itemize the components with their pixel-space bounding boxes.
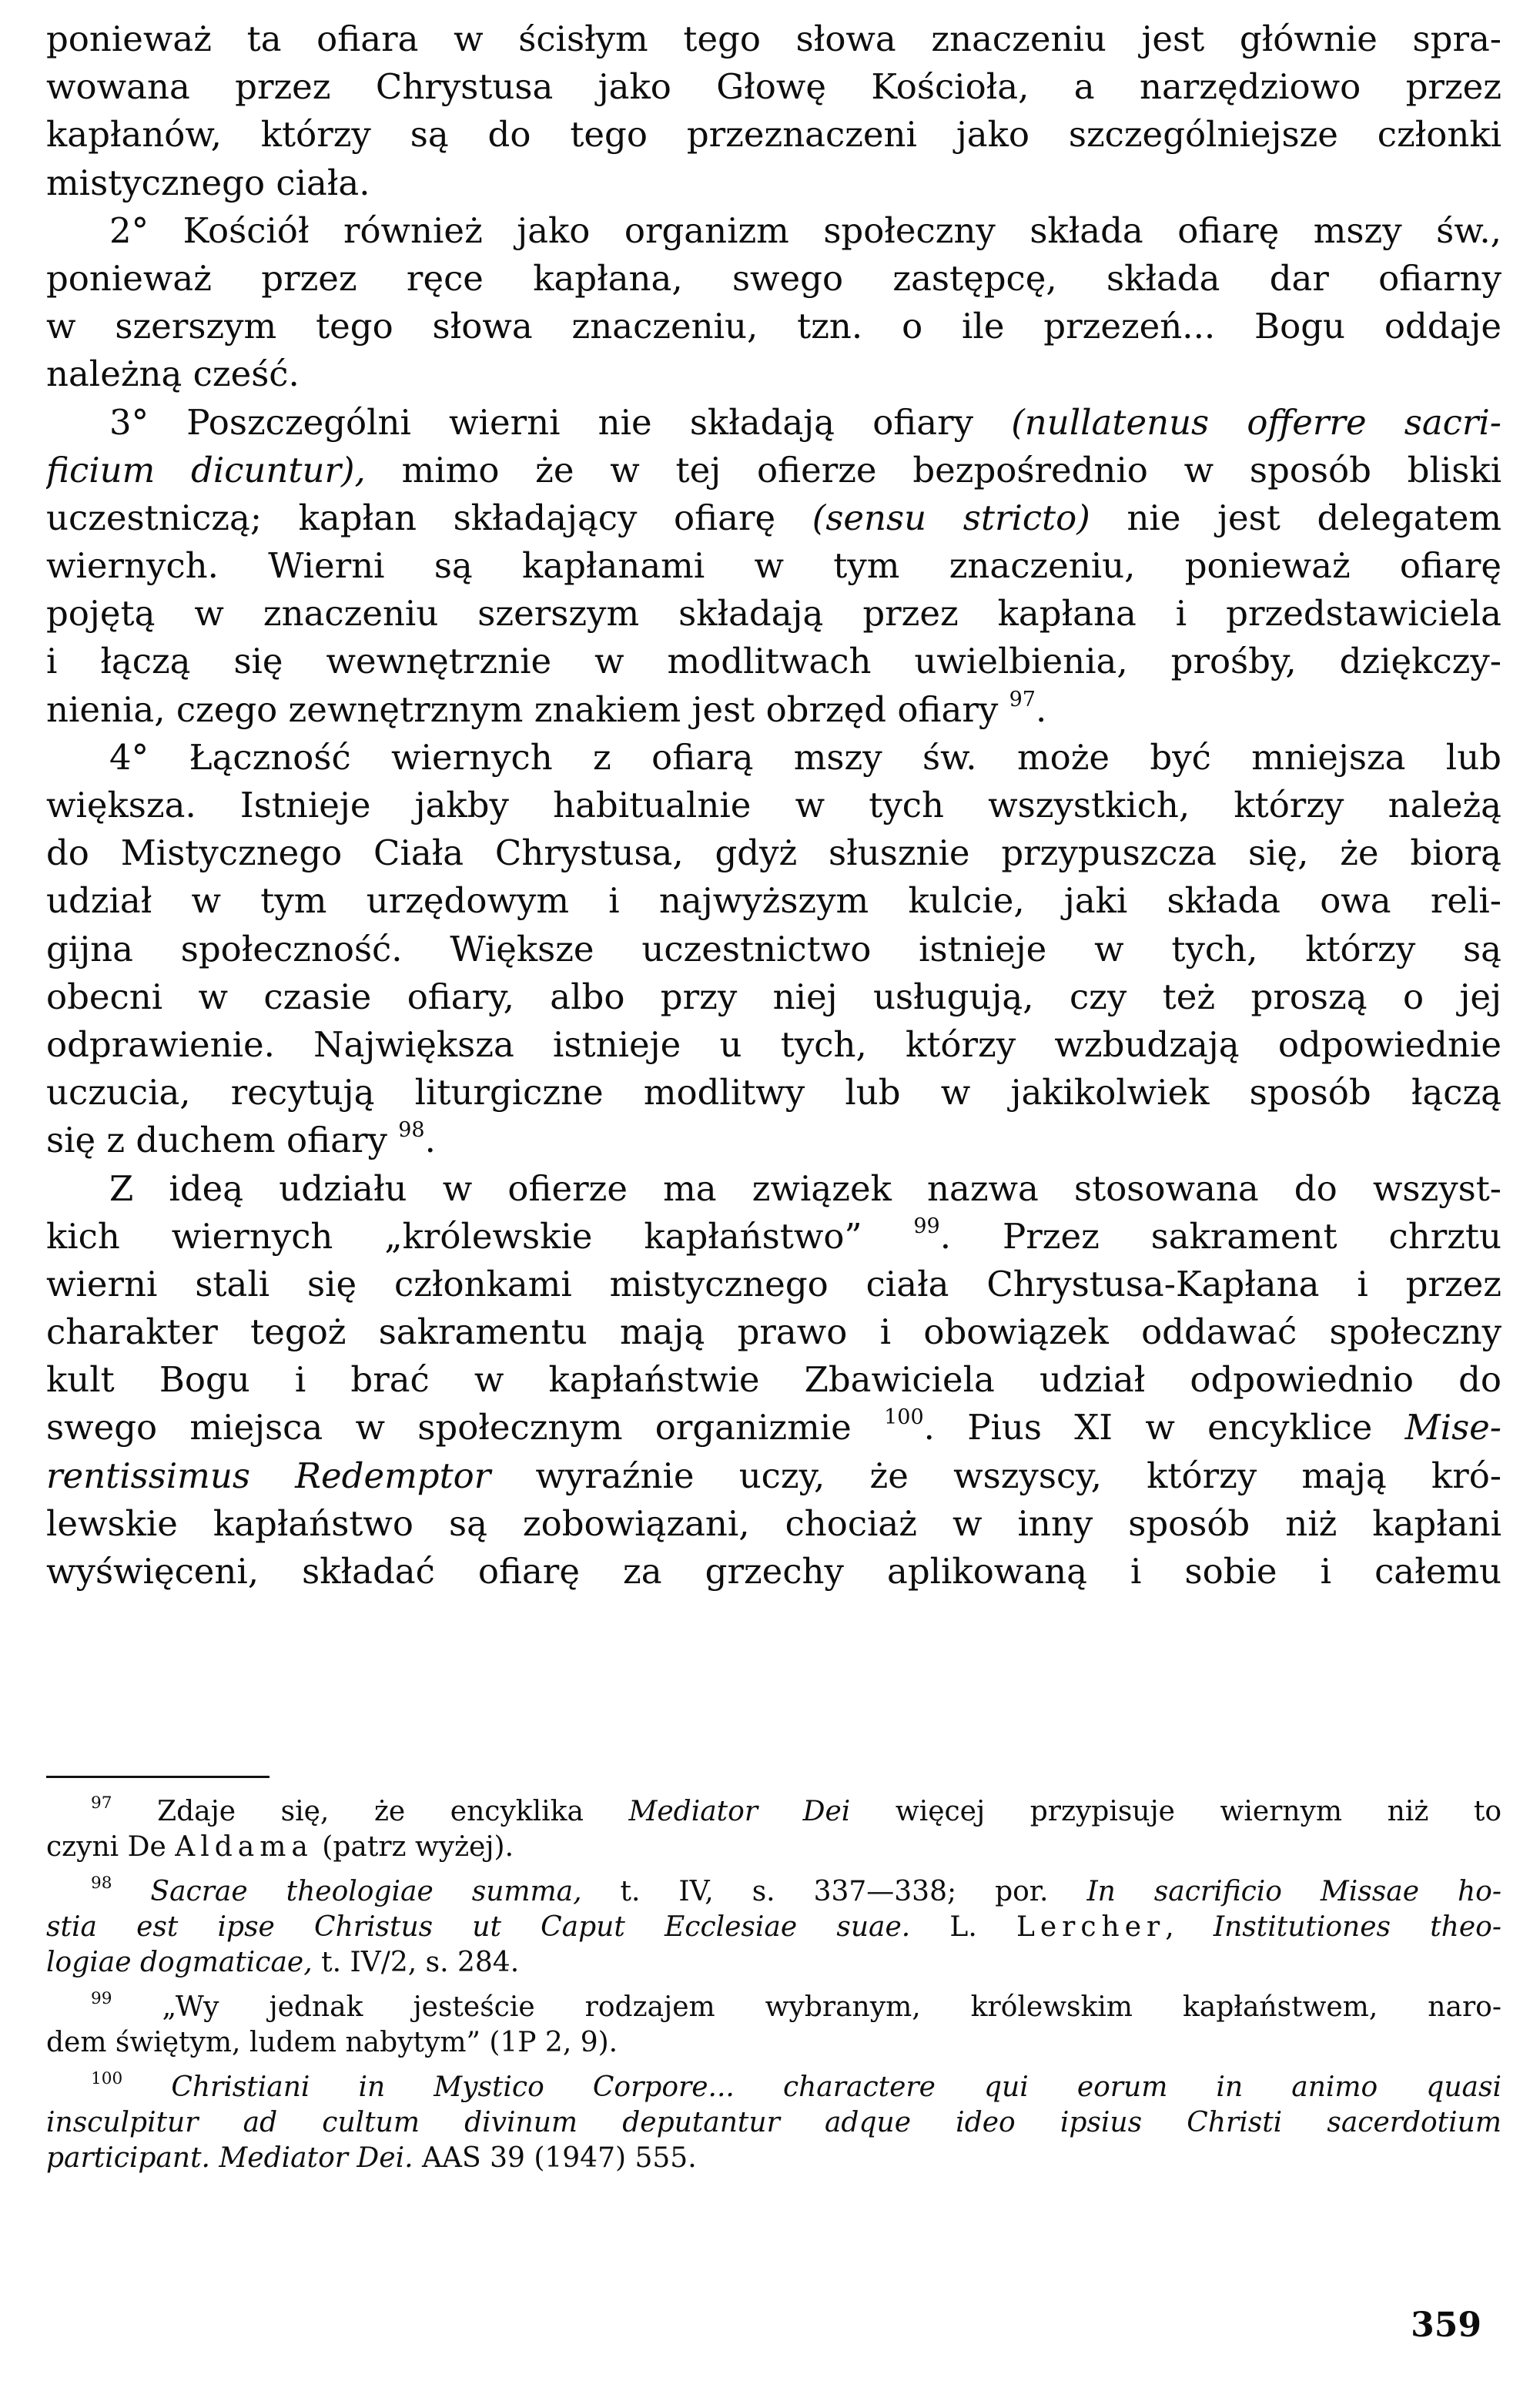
footnote-ref-100: 100 — [884, 1405, 924, 1430]
page-number: 359 — [1411, 2306, 1481, 2345]
footnote-line: $^{97}$ Zdaje się, że encyklika Mediator Dei więcej przypisuje wiernym niż to — [91, 1794, 1502, 1827]
text-line: wyświęceni, składać ofiarę za grzechy aplikowaną i sobie i całemu — [46, 1551, 1502, 1592]
text-line: charakter tegoż sakramentu mają prawo i obowiązek oddawać społeczny — [46, 1311, 1502, 1353]
text-line: i łączą się wewnętrznie w modlitwach uwielbienia, prośby, dziękczy- — [46, 641, 1502, 682]
text-line: w szerszym tego słowa znaczeniu, tzn. o ile przezeń... Bogu oddaje — [46, 306, 1502, 347]
text-line: się z duchem ofiary $^{98}$. — [46, 1118, 436, 1161]
text-line: obecni w czasie ofiary, albo przy niej usługują, czy też proszą o jej — [46, 976, 1502, 1017]
text-line: udział w tym urzędowym i najwyższym kulcie, jaki składa owa reli- — [46, 880, 1502, 922]
text-line: 2° Kościół również jako organizm społeczny składa ofiarę mszy św., — [109, 209, 1502, 251]
text-line: wierni stali się członkami mistycznego ciała Chrystusa-Kapłana i przez — [46, 1263, 1502, 1304]
text-line: należną cześć. — [46, 353, 300, 395]
footnote-line: participant. Mediator Dei. AAS 39 (1947) 555. — [46, 2142, 697, 2174]
footnote-line: $^{100}$ Christiani in Mystico Corpore... charactere qui eorum in animo quasi — [91, 2070, 1502, 2103]
text-line: ponieważ ta ofiara w ścisłym tego słowa znaczeniu jest głównie spra- — [46, 18, 1502, 59]
text-line: uczestniczą; kapłan składający ofiarę (sensu stricto) nie jest delegatem — [46, 497, 1502, 538]
footnote-ref-98: 98 — [398, 1118, 425, 1143]
text-line: gijna społeczność. Większe uczestnictwo istnieje w tych, którzy są — [46, 928, 1502, 969]
footnote-line: $^{99}$ „Wy jednak jesteście rodzajem wybranym, królewskim kapłaństwem, naro- — [91, 1990, 1502, 2023]
text-line: mistycznego ciała. — [46, 162, 370, 203]
footnote-line: insculpitur ad cultum divinum deputantur adque ideo ipsius Christi sacerdotium — [46, 2107, 1502, 2138]
footnote-ref-97: 97 — [1009, 687, 1036, 712]
footnote-ref-99: 99 — [913, 1214, 940, 1238]
text-line: uczucia, recytują liturgiczne modlitwy lub w jakikolwiek sposób łączą — [46, 1072, 1502, 1113]
footnote-divider — [46, 1776, 270, 1778]
text-line: kapłanów, którzy są do tego przeznaczeni jako szczególniejsze członki — [46, 114, 1502, 156]
text-line: ficium dicuntur), mimo że w tej ofierze bezpośrednio w sposób bliski — [46, 449, 1502, 491]
text-line: Z ideą udziału w ofierze ma związek nazwa stosowana do wszyst- — [109, 1167, 1502, 1209]
text-line: do Mistycznego Ciała Chrystusa, gdyż słusznie przypuszcza się, że biorą — [46, 832, 1502, 874]
main-text — [46, 15, 1502, 1596]
text-line: 3° Poszczególni wierni nie składają ofiary (nullatenus offerre sacri- — [109, 401, 1502, 443]
text-line: rentissimus Redemptor wyraźnie uczy, że wszyscy, którzy mają kró- — [46, 1455, 1502, 1496]
footnote-line: logiae dogmaticae, t. IV/2, s. 284. — [46, 1947, 520, 1978]
text-line: nienia, czego zewnętrznym znakiem jest obrzęd ofiary $^{97}$. — [46, 687, 1047, 730]
text-line: swego miejsca w społecznym organizmie $^{100}$. Pius XI w encyklice Mise- — [46, 1405, 1502, 1448]
footnote-line: $^{98}$ Sacrae theologiae summa, t. IV, s. 337—338; por. In sacrificio Missae ho- — [91, 1874, 1502, 1907]
text-line: 4° Łączność wiernych z ofiarą mszy św. może być mniejsza lub — [109, 736, 1502, 778]
footnote-97 — [46, 1794, 1502, 1865]
footnote-98 — [46, 1874, 1502, 1981]
footnote-100 — [46, 2070, 1502, 2176]
footnote-line: czyni De Aldama (patrz wyżej). — [46, 1831, 514, 1863]
text-line: lewskie kapłaństwo są zobowiązani, chociaż w inny sposób niż kapłani — [46, 1502, 1502, 1544]
footnote-line: stia est ipse Christus ut Caput Ecclesiae suae. L. Lercher, Institutiones theo- — [46, 1911, 1502, 1943]
text-line: ponieważ przez ręce kapłana, swego zastępcę, składa dar ofiarny — [46, 257, 1502, 299]
text-line: kich wiernych „królewskie kapłaństwo” $^{99}$. Przez sakrament chrztu — [46, 1214, 1502, 1257]
text-line: większa. Istnieje jakby habitualnie w tych wszystkich, którzy należą — [46, 785, 1502, 825]
text-line: odprawienie. Największa istnieje u tych, którzy wzbudzają odpowiednie — [46, 1023, 1502, 1065]
text-line: kult Bogu i brać w kapłaństwie Zbawiciela udział odpowiednio do — [46, 1359, 1502, 1401]
text-line: wiernych. Wierni są kapłanami w tym znaczeniu, ponieważ ofiarę — [46, 545, 1502, 587]
text-line: wowana przez Chrystusa jako Głowę Kościoła, a narzędziowo przez — [46, 66, 1502, 108]
footnote-99 — [46, 1990, 1502, 2061]
footnote-line: dem świętym, ludem nabytym” (1P 2, 9). — [46, 2027, 618, 2058]
text-line: pojętą w znaczeniu szerszym składają przez kapłana i przedstawiciela — [46, 593, 1502, 635]
footnotes — [46, 1794, 1502, 2185]
